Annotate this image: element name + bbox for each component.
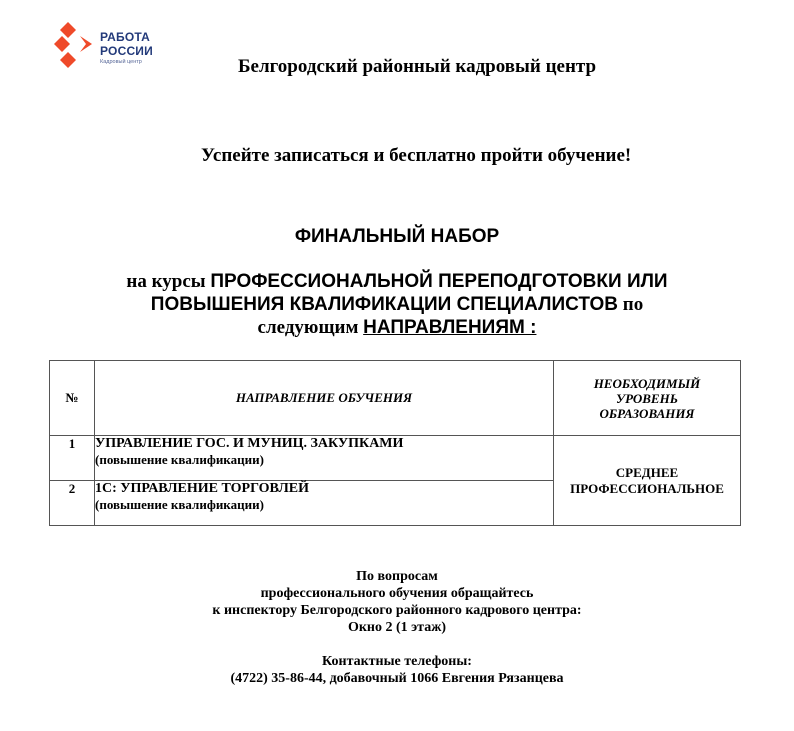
announcement-line-2 [0, 293, 794, 316]
logo-subtitle: Кадровый центр [100, 59, 142, 65]
announcement-line1-caps: ПРОФЕССИОНАЛЬНОЙ ПЕРЕПОДГОТОВКИ ИЛИ [210, 271, 668, 292]
direction-kind: (повышение квалификации) [95, 497, 264, 512]
header-education-line2: УРОВЕНЬ [616, 390, 678, 406]
direction-name: УПРАВЛЕНИЕ ГОС. И МУНИЦ. ЗАКУПКАМИ [95, 436, 404, 451]
announcement-text [0, 270, 794, 339]
contacts-spacer [0, 636, 794, 653]
header-direction: НАПРАВЛЕНИЕ ОБУЧЕНИЯ [95, 361, 554, 436]
education-level-cell [554, 436, 741, 526]
logo-mark-icon [54, 22, 98, 68]
row-direction [95, 481, 554, 526]
header-education-line1: НЕОБХОДИМЫЙ [593, 375, 701, 391]
announcement-line3-caps: НАПРАВЛЕНИЯМ : [363, 317, 537, 338]
directions-table [49, 360, 741, 526]
table-row [50, 436, 741, 481]
header-education [554, 361, 741, 436]
center-name-heading: Белгородский районный кадровый центр [238, 56, 597, 77]
header-education-line3: ОБРАЗОВАНИЯ [599, 405, 695, 421]
announcement-line-3 [0, 316, 794, 339]
header-num: № [50, 361, 95, 436]
table-header-row [50, 361, 741, 436]
direction-name: 1С: УПРАВЛЕНИЕ ТОРГОВЛЕЙ [95, 481, 310, 496]
contacts-line-4: Окно 2 (1 этаж) [347, 620, 447, 635]
slogan: Успейте записаться и бесплатно пройти обучение! [201, 145, 632, 166]
row-num: 2 [50, 481, 95, 526]
logo-text-line1: РАБОТА [100, 30, 151, 44]
phones: (4722) 35-86-44, добавочный 1066 Евгения Рязанцева [230, 671, 564, 686]
education-level-line2: ПРОФЕССИОНАЛЬНОЕ [570, 480, 724, 496]
announcement-line1-prefix: на курсы [126, 271, 206, 292]
logo-text-line2: РОССИИ [100, 44, 153, 58]
announcement-title: ФИНАЛЬНЫЙ НАБОР [294, 226, 500, 247]
contacts-block [0, 568, 794, 687]
announcement-line2-caps: ПОВЫШЕНИЯ КВАЛИФИКАЦИИ СПЕЦИАЛИСТОВ [150, 294, 618, 315]
logo [54, 22, 174, 68]
announcement-line-1 [0, 270, 794, 293]
contacts-line-2: профессионального обучения обращайтесь [260, 586, 534, 601]
contacts-line-1: По вопросам [356, 569, 438, 584]
row-num: 1 [50, 436, 95, 481]
phones-title: Контактные телефоны: [322, 654, 472, 669]
direction-kind: (повышение квалификации) [95, 452, 264, 467]
education-level-line1: СРЕДНЕЕ [615, 464, 679, 480]
row-direction [95, 436, 554, 481]
announcement-line3-prefix: следующим [257, 317, 359, 338]
announcement-line2-suffix: по [622, 294, 644, 315]
contacts-line-3: к инспектору Белгородского районного кадрового центра: [212, 603, 582, 618]
